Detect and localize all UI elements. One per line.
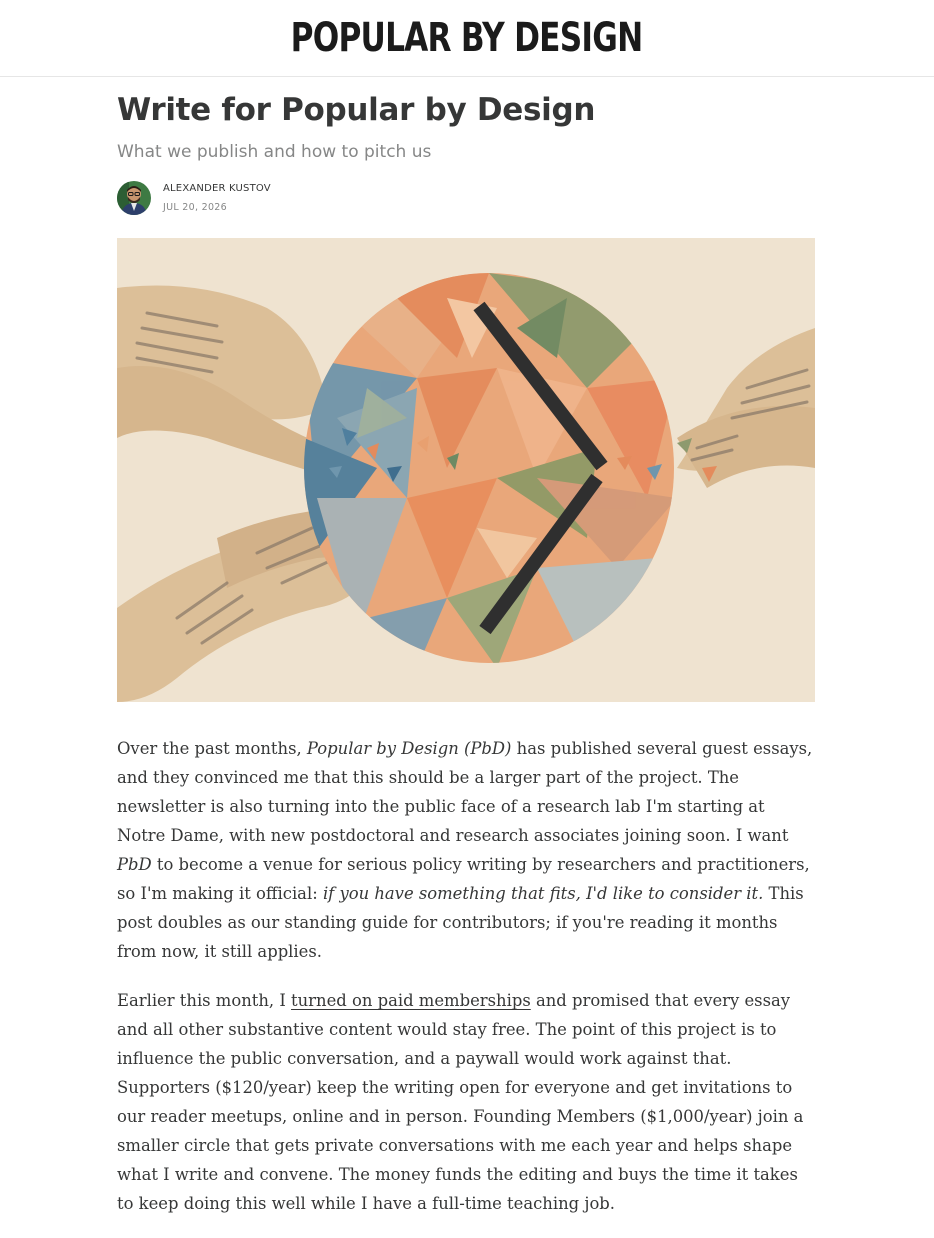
p1-text-4: This post doubles as our standing guide for contributors; if you're reading it months from now, it still applies. bbox=[117, 884, 804, 961]
post-title: Write for Popular by Design bbox=[117, 92, 596, 128]
paragraph-1 bbox=[117, 734, 815, 966]
p1-italic-3: if you have something that fits, I'd like to consider it. bbox=[322, 884, 764, 903]
byline bbox=[117, 180, 815, 216]
p1-italic-1: Popular by Design (PbD) bbox=[306, 739, 512, 758]
byline-text bbox=[163, 183, 271, 213]
author-name[interactable]: ALEXANDER KUSTOV bbox=[163, 183, 271, 194]
site-header bbox=[0, 0, 934, 77]
author-photo-icon bbox=[117, 181, 151, 215]
p2-text-1: Earlier this month, I bbox=[117, 991, 292, 1010]
post-container bbox=[117, 76, 815, 1238]
p1-text-1: Over the past months, bbox=[117, 739, 307, 758]
p1-text-2: has published several guest essays, and they convinced me that this should be a larger part of the project. The newsletter is also turning into the public face of a research lab I'm starting at Notre Dame, with new postdoctoral and research associates joining soon. I want bbox=[117, 739, 813, 845]
p1-italic-2: PbD bbox=[117, 855, 152, 874]
author-avatar[interactable] bbox=[117, 181, 151, 215]
p1-text-3: to become a venue for serious policy writing by researchers and practitioners, so I'm making it official: bbox=[117, 855, 810, 903]
post-body bbox=[117, 734, 815, 1218]
hero-illustration bbox=[117, 238, 815, 702]
post-date: JUL 20, 2026 bbox=[163, 202, 227, 213]
masthead-logo[interactable]: POPULAR BY DESIGN bbox=[291, 15, 643, 61]
post-subtitle: What we publish and how to pitch us bbox=[117, 142, 432, 162]
p2-text-2: and promised that every essay and all other substantive content would stay free. The point of this project is to influence the public conversation, and a paywall would work against that. Supporters ($120/year) keep the writing open for everyone and get invitations to our reader meetups, online and in person. Founding Members ($1,000/year) join a smaller circle that gets private conversations with me each year and helps shape what I write and convene. The money funds the editing and buys the time it takes to keep doing this well while I have a full-time teaching job. bbox=[117, 991, 804, 1213]
paid-memberships-link[interactable]: turned on paid memberships bbox=[291, 991, 531, 1010]
paragraph-2 bbox=[117, 986, 815, 1218]
